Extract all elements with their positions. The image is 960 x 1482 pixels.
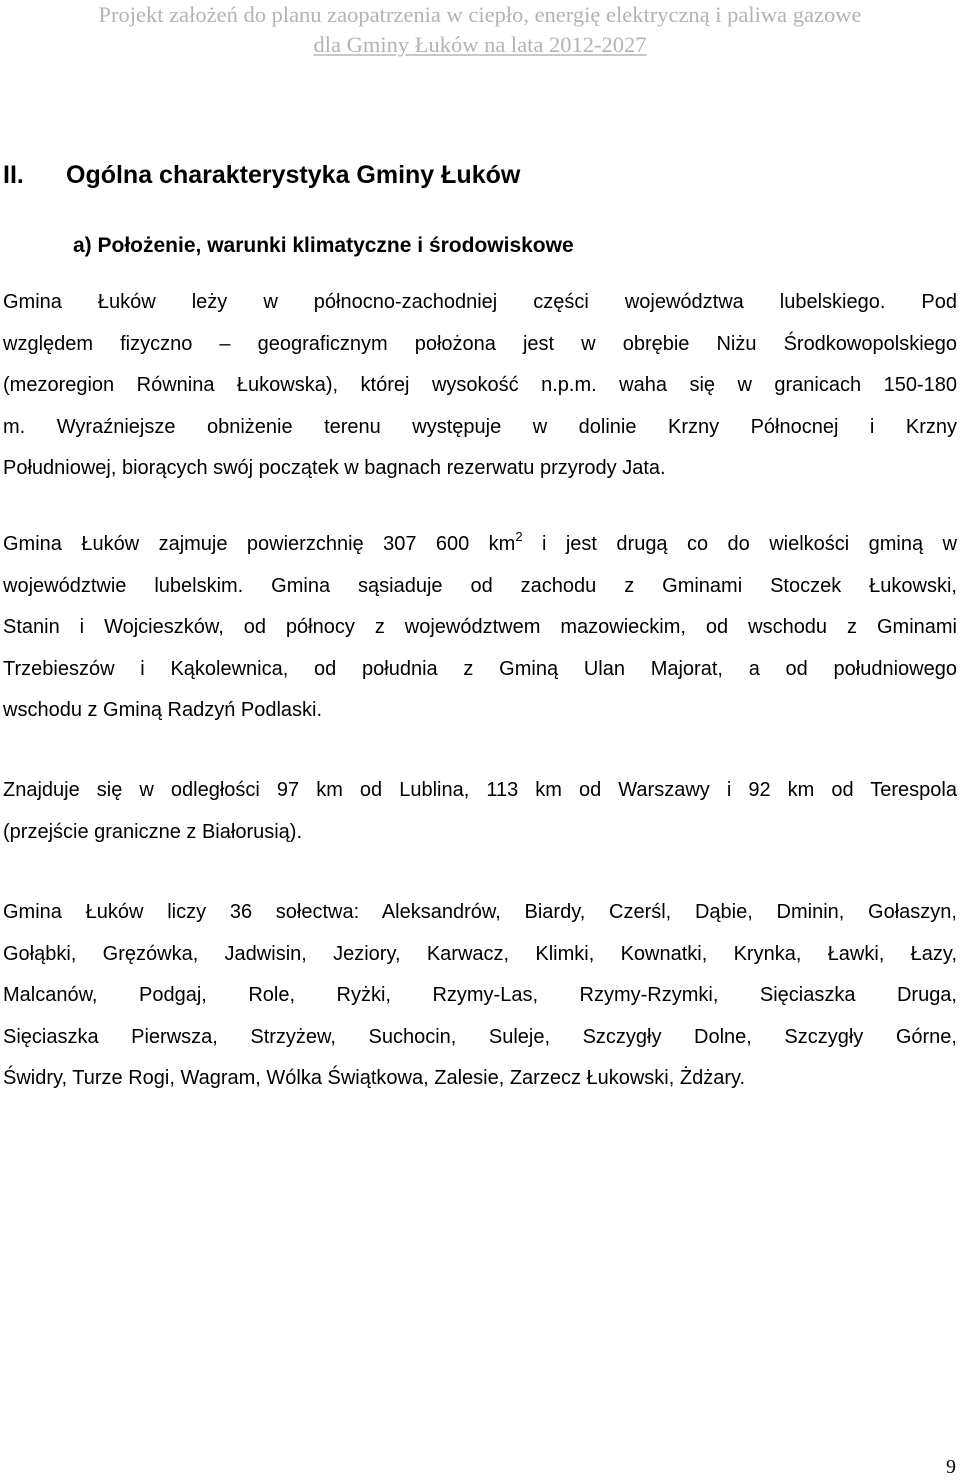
paragraph-line: względem fizyczno – geograficznym położona jest w obrębie Niżu Środkowopolskiego bbox=[3, 332, 957, 355]
paragraph-location bbox=[3, 282, 957, 490]
paragraph-line-area bbox=[3, 524, 957, 566]
section-title: Ogólna charakterystyka Gminy Łuków bbox=[66, 161, 521, 189]
header-title-line-2: dla Gminy Łuków na lata 2012-2027 bbox=[313, 32, 647, 57]
paragraph-line: Malcanów, Podgaj, Role, Ryżki, Rzymy-Las, Rzymy-Rzymki, Sięciaszka Druga, bbox=[3, 984, 957, 1006]
section-heading bbox=[3, 159, 520, 191]
page-header bbox=[0, 0, 960, 60]
area-superscript: 2 bbox=[515, 529, 523, 544]
paragraph-line: Południowej, biorących swój początek w bagnach rezerwatu przyrody Jata. bbox=[3, 457, 666, 479]
header-title-line-1: Projekt założeń do planu zaopatrzenia w ciepło, energię elektryczną i paliwa gazowe bbox=[98, 2, 862, 27]
paragraph-line: Znajduje się w odległości 97 km od Lublina, 113 km od Warszawy i 92 km od Terespola bbox=[3, 779, 957, 801]
paragraph-villages bbox=[3, 892, 957, 1100]
subsection-heading: a) Położenie, warunki klimatyczne i środowiskowe bbox=[73, 234, 574, 257]
paragraph-line: Sięciaszka Pierwsza, Strzyżew, Suchocin, Suleje, Szczygły Dolne, Szczygły Górne, bbox=[3, 1025, 957, 1048]
paragraph-line: (mezoregion Równina Łukowska), której wysokość n.p.m. waha się w granicach 150-180 bbox=[3, 374, 957, 396]
paragraph-line: Gołąbki, Gręzówka, Jadwisin, Jeziory, Karwacz, Klimki, Kownatki, Krynka, Ławki, Łazy, bbox=[3, 942, 957, 965]
paragraph-line: Trzebieszów i Kąkolewnica, od południa z Gminą Ulan Majorat, a od południowego bbox=[3, 657, 957, 680]
page-number: 9 bbox=[946, 1456, 956, 1478]
paragraph-area bbox=[3, 524, 957, 732]
area-text-after: i jest drugą co do wielkości gminą w bbox=[522, 533, 957, 555]
paragraph-distances bbox=[3, 770, 957, 853]
paragraph-line: (przejście graniczne z Białorusią). bbox=[3, 820, 303, 843]
section-number: II. bbox=[3, 161, 24, 189]
paragraph-line: Stanin i Wojcieszków, od północy z województwem mazowieckim, od wschodu z Gminami bbox=[3, 616, 957, 638]
paragraph-line: wschodu z Gminą Radzyń Podlaski. bbox=[3, 699, 323, 721]
paragraph-line: Świdry, Turze Rogi, Wagram, Wólka Świątkowa, Zalesie, Zarzecz Łukowski, Żdżary. bbox=[3, 1067, 746, 1089]
paragraph-line: Gmina Łuków leży w północno-zachodniej części województwa lubelskiego. Pod bbox=[3, 291, 957, 313]
area-text-before: Gmina Łuków zajmuje powierzchnię 307 600 km bbox=[3, 533, 516, 555]
paragraph-line: m. Wyraźniejsze obniżenie terenu występuje w dolinie Krzny Północnej i Krzny bbox=[3, 415, 957, 438]
paragraph-line: województwie lubelskim. Gmina sąsiaduje od zachodu z Gminami Stoczek Łukowski, bbox=[3, 574, 957, 597]
paragraph-line: Gmina Łuków liczy 36 sołectwa: Aleksandrów, Biardy, Czerśl, Dąbie, Dminin, Gołaszyn, bbox=[3, 901, 957, 923]
